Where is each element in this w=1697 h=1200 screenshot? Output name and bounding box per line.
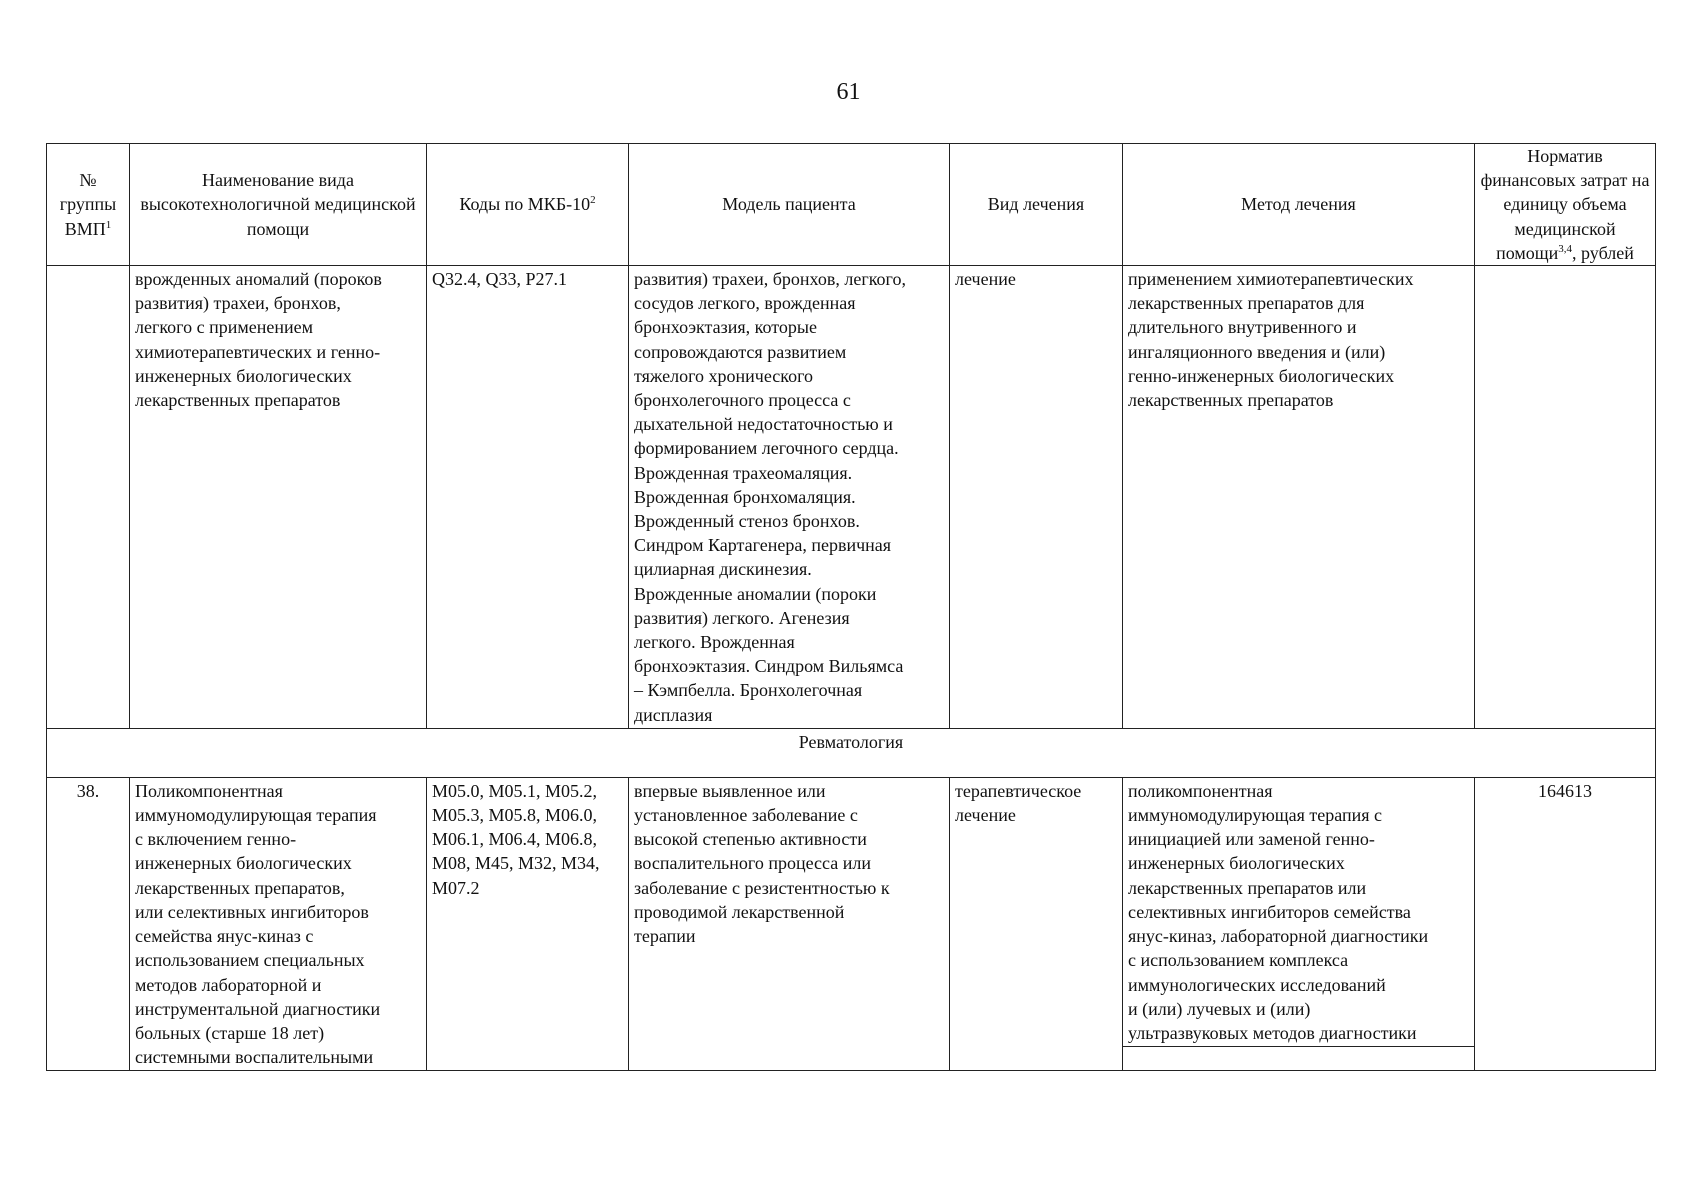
cell-treatment-method: применением химиотерапевтических лекарственных препаратов для длительного внутривенного и ингаляционного введения и (или) генно-инженерных биологических лекарственных препаратов	[1123, 266, 1475, 729]
header-icd-codes: Коды по МКБ-$10^2$	[427, 144, 629, 266]
method-text: поликомпонентная иммуномодулирующая терапия с инициацией или заменой генно- инженерных биологических лекарственных препаратов или селективных ингибиторов семейства янус-киназ, лабораторной диагностики с использованием комплекса иммунологических исследований и (или) лучевых и (или) ультразвуковых методов диагностики	[1123, 779, 1474, 1047]
cell-group-number	[47, 266, 130, 729]
page-number: 61	[836, 79, 861, 105]
cell-cost-norm	[1475, 266, 1656, 729]
cell-icd-codes: Q32.4, Q33, P27.1	[427, 266, 629, 729]
cell-treatment-type: лечение	[950, 266, 1123, 729]
table-header-row	[47, 144, 1656, 266]
table-row	[47, 266, 1656, 729]
cell-care-type: Поликомпонентная иммуномодулирующая терапия с включением генно- инженерных биологических лекарственных препаратов, или селективных ингибиторов семейства янус-киназ с использованием специальных методов лабораторной и инструментальной диагностики больных (старше 18 лет) системными воспалительными	[130, 777, 427, 1070]
cell-icd-codes: M05.0, M05.1, M05.2, M05.3, M05.8, M06.0, M06.1, M06.4, M06.8, M08, M45, M32, M34, M07.2	[427, 777, 629, 1070]
header-treatment-method: Метод лечения	[1123, 144, 1475, 266]
cell-treatment-method	[1123, 777, 1475, 1070]
cell-group-number: 38.	[47, 777, 130, 1070]
cell-treatment-type: терапевтическое лечение	[950, 777, 1123, 1070]
vmp-table	[46, 143, 1656, 1071]
section-row	[47, 728, 1656, 777]
header-treatment-type: Вид лечения	[950, 144, 1123, 266]
cell-care-type: врожденных аномалий (пороков развития) трахеи, бронхов, легкого с применением химиотерапевтических и генно- инженерных биологических лекарственных препаратов	[130, 266, 427, 729]
cell-patient-model: впервые выявленное или установленное заболевание с высокой степенью активности воспалительного процесса или заболевание с резистентностью к проводимой лекарственной терапии	[629, 777, 950, 1070]
table-row	[47, 777, 1656, 1070]
header-patient-model: Модель пациента	[629, 144, 950, 266]
cell-cost-norm: 164613	[1475, 777, 1656, 1070]
header-group-number: № группы ВМП$^1$	[47, 144, 130, 266]
header-cost-norm: Норматив финансовых затрат на единицу объема медицинской помощи$^{3,4}$, рублей	[1475, 144, 1656, 266]
section-title: Ревматология	[47, 728, 1656, 777]
header-care-type: Наименование вида высокотехнологичной медицинской помощи	[130, 144, 427, 266]
cell-patient-model: развития) трахеи, бронхов, легкого, сосудов легкого, врожденная бронхоэктазия, которые сопровождаются развитием тяжелого хронического бронхолегочного процесса с дыхательной недостаточностью и формированием легочного сердца. Врожденная трахеомаляция. Врожденная бронхомаляция. Врожденный стеноз бронхов. Синдром Картагенера, первичная цилиарная дискинезия. Врожденные аномалии (пороки развития) легкого. Агенезия легкого. Врожденная бронхоэктазия. Синдром Вильямса – Кэмпбелла. Бронхолегочная дисплазия	[629, 266, 950, 729]
